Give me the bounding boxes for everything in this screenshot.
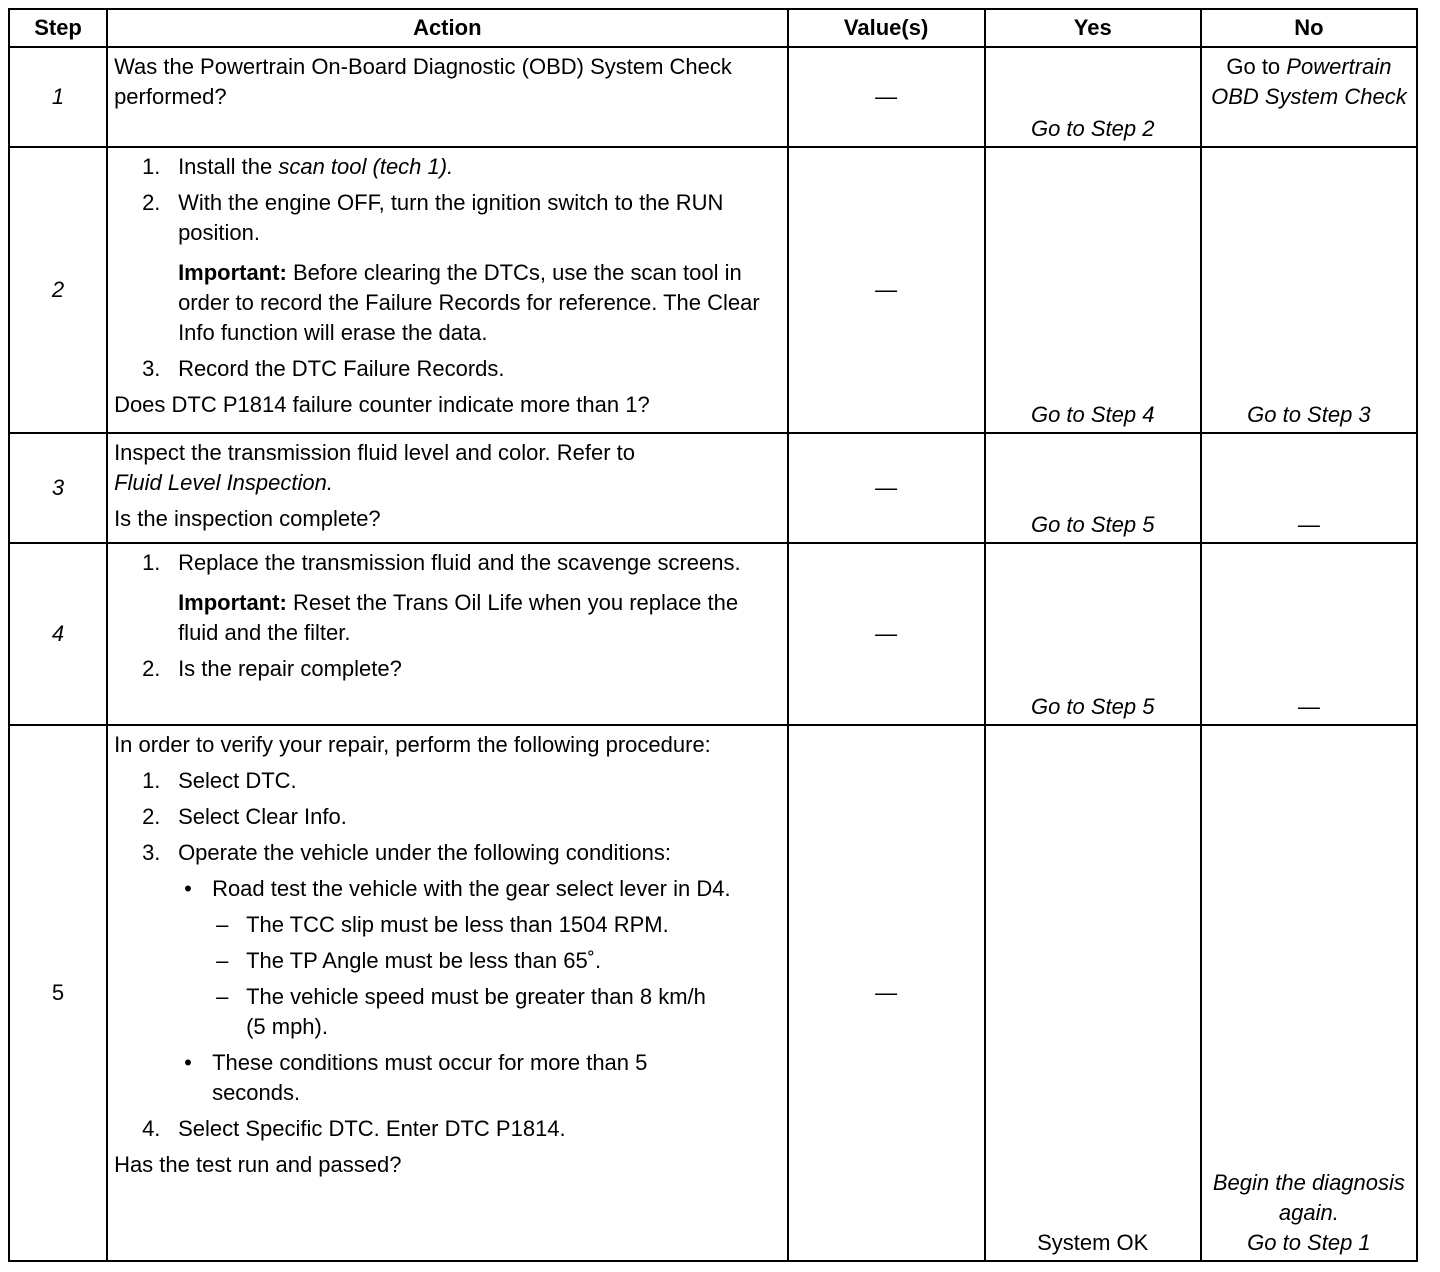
no-prefix: Go to: [1226, 54, 1287, 79]
table-row-step-4: [9, 543, 1417, 725]
bullet-item: [114, 1048, 780, 1108]
yes-cell: Go to Step 5: [985, 433, 1201, 543]
yes-cell: System OK: [985, 725, 1201, 1261]
no-cell: Go to Step 3: [1201, 147, 1417, 433]
table-row-step-3: [9, 433, 1417, 543]
dash-marker: –: [216, 912, 229, 937]
action-cell: [107, 147, 787, 433]
dash-item: [114, 946, 780, 976]
table-row-step-1: [9, 47, 1417, 147]
value-cell: —: [788, 147, 985, 433]
value-cell: —: [788, 433, 985, 543]
list-item: [114, 654, 780, 684]
list-item: [114, 802, 780, 832]
important-label: Important:: [178, 590, 287, 615]
action-italic-text: Fluid Level Inspection.: [114, 470, 333, 495]
item-number: 2.: [142, 804, 161, 829]
no-link-text: Powertrain OBD System Check: [1211, 54, 1407, 109]
no-text: Begin the diagnosis again.: [1212, 1170, 1405, 1225]
no-link-text: Go to Step 1: [1247, 1230, 1371, 1255]
item-text: Select Specific DTC. Enter DTC P1814.: [178, 1116, 566, 1141]
step-number: 4: [9, 543, 107, 725]
list-item: [114, 766, 780, 796]
question-text: Is the inspection complete?: [114, 506, 381, 531]
dash-marker: –: [216, 948, 229, 973]
intro-text: In order to verify your repair, perform the following procedure:: [114, 732, 711, 757]
item-text: Is the repair complete?: [178, 656, 402, 681]
item-number: 1.: [142, 154, 161, 179]
dash-text: The vehicle speed must be greater than 8 km/h (5 mph).: [246, 984, 706, 1039]
yes-cell: Go to Step 5: [985, 543, 1201, 725]
list-item: [114, 152, 780, 182]
item-text: Select DTC.: [178, 768, 297, 793]
table-row-step-2: [9, 147, 1417, 433]
list-item: [114, 354, 780, 384]
important-note: [114, 258, 780, 348]
header-step: Step: [9, 9, 107, 47]
question-text: Does DTC P1814 failure counter indicate more than 1?: [114, 392, 650, 417]
action-cell: [107, 47, 787, 147]
dash-marker: –: [216, 984, 229, 1009]
item-text: Install the: [178, 154, 279, 179]
header-values: Value(s): [788, 9, 985, 47]
yes-cell: Go to Step 4: [985, 147, 1201, 433]
step-number: 3: [9, 433, 107, 543]
item-number: 4.: [142, 1116, 161, 1141]
bullet-marker: •: [184, 1050, 192, 1075]
question-text: Has the test run and passed?: [114, 1152, 402, 1177]
item-text: Select Clear Info.: [178, 804, 347, 829]
no-cell: —: [1201, 433, 1417, 543]
item-number: 1.: [142, 768, 161, 793]
list-item: [114, 548, 780, 578]
important-text: Before clearing the DTCs, use the scan tool in order to record the Failure Records for reference. The Clear Info function will erase the data.: [178, 260, 760, 345]
action-cell: [107, 433, 787, 543]
dash-text: The TP Angle must be less than 65˚.: [246, 948, 602, 973]
action-text: Was the Powertrain On-Board Diagnostic (OBD) System Check performed?: [114, 54, 732, 109]
value-cell: —: [788, 47, 985, 147]
step-number: 5: [9, 725, 107, 1261]
yes-cell: Go to Step 2: [985, 47, 1201, 147]
action-text: Inspect the transmission fluid level and color. Refer to: [114, 440, 635, 465]
no-cell: [1201, 725, 1417, 1261]
header-action: Action: [107, 9, 787, 47]
header-row: [9, 9, 1417, 47]
step-number: 1: [9, 47, 107, 147]
step-number: 2: [9, 147, 107, 433]
item-text: Replace the transmission fluid and the scavenge screens.: [178, 550, 741, 575]
item-number: 3.: [142, 356, 161, 381]
item-text: Record the DTC Failure Records.: [178, 356, 505, 381]
value-cell: —: [788, 543, 985, 725]
header-yes: Yes: [985, 9, 1201, 47]
action-cell: [107, 543, 787, 725]
item-number: 3.: [142, 840, 161, 865]
dash-item: [114, 982, 780, 1042]
bullet-marker: •: [184, 876, 192, 901]
bullet-text: These conditions must occur for more than 5 seconds.: [212, 1050, 648, 1105]
item-number: 2.: [142, 190, 161, 215]
bullet-item: [114, 874, 780, 904]
item-number: 1.: [142, 550, 161, 575]
item-number: 2.: [142, 656, 161, 681]
item-italic-text: scan tool (tech 1).: [278, 154, 454, 179]
item-text: With the engine OFF, turn the ignition switch to the RUN position.: [178, 190, 724, 245]
important-note: [114, 588, 780, 648]
no-cell: [1201, 47, 1417, 147]
bullet-text: Road test the vehicle with the gear select lever in D4.: [212, 876, 731, 901]
list-item: [114, 188, 780, 248]
item-text: Operate the vehicle under the following conditions:: [178, 840, 671, 865]
action-cell: [107, 725, 787, 1261]
value-cell: —: [788, 725, 985, 1261]
list-item: [114, 838, 780, 868]
important-label: Important:: [178, 260, 287, 285]
important-text: Reset the Trans Oil Life when you replace the fluid and the filter.: [178, 590, 739, 645]
diagnostic-table: [8, 8, 1418, 1262]
table-row-step-5: [9, 725, 1417, 1261]
dash-item: [114, 910, 780, 940]
list-item: [114, 1114, 780, 1144]
no-cell: —: [1201, 543, 1417, 725]
header-no: No: [1201, 9, 1417, 47]
dash-text: The TCC slip must be less than 1504 RPM.: [246, 912, 669, 937]
